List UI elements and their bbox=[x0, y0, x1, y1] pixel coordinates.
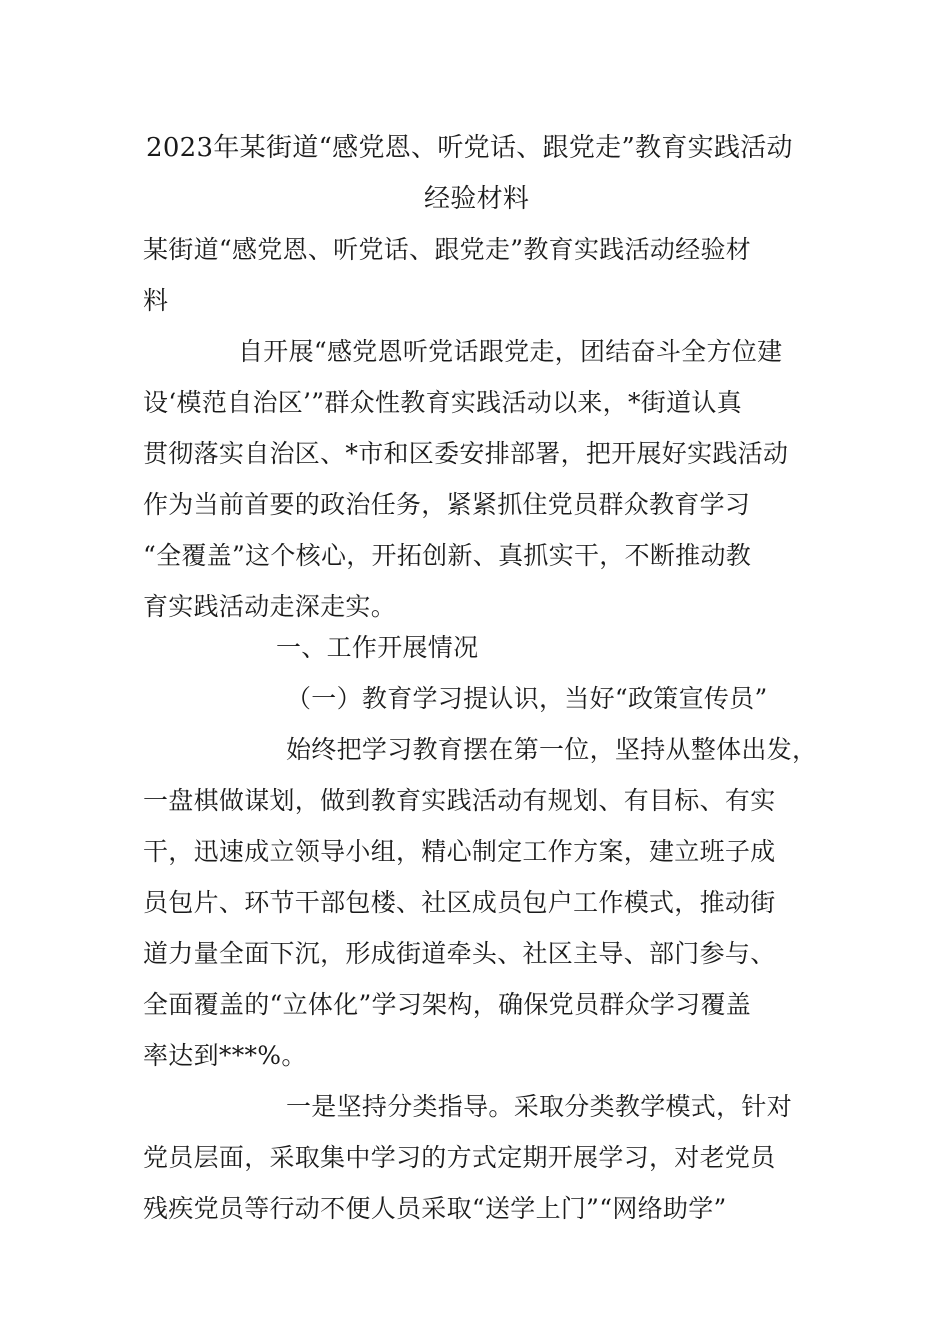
intro-line-2: 设‘模范自治区’”群众性教育实践活动以来，*街道认真 bbox=[143, 388, 742, 417]
paragraph-2-line-1: 一是坚持分类指导。采取分类教学模式，针对 bbox=[286, 1092, 793, 1121]
intro-line-6: 育实践活动走深走实。 bbox=[143, 592, 397, 621]
section-1-heading: 一、工作开展情况 bbox=[276, 633, 479, 662]
paragraph-1-line-3: 干，迅速成立领导小组，精心制定工作方案，建立班子成 bbox=[143, 837, 776, 866]
paragraph-2-line-3: 残疾党员等行动不便人员采取“送学上门”“网络助学” bbox=[143, 1194, 727, 1223]
paragraph-1-line-2: 一盘棋做谋划，做到教育实践活动有规划、有目标、有实 bbox=[143, 786, 776, 815]
paragraph-1-line-5: 道力量全面下沉，形成街道牵头、社区主导、部门参与、 bbox=[143, 939, 776, 968]
intro-line-5: “全覆盖”这个核心，开拓创新、真抓实干，不断推动教 bbox=[143, 541, 752, 570]
subsection-1-heading: （一）教育学习提认识，当好“政策宣传员” bbox=[286, 684, 768, 713]
paragraph-1-line-6: 全面覆盖的“立体化”学习架构，确保党员群众学习覆盖 bbox=[143, 990, 752, 1019]
paragraph-1-line-4: 员包片、环节干部包楼、社区成员包户工作模式，推动街 bbox=[143, 888, 776, 917]
document-subtitle-line-2: 料 bbox=[143, 286, 169, 315]
paragraph-1-line-7: 率达到***%。 bbox=[143, 1041, 307, 1070]
paragraph-1-line-1: 始终把学习教育摆在第一位，坚持从整体出发， bbox=[286, 735, 818, 764]
intro-line-4: 作为当前首要的政治任务，紧紧抓住党员群众教育学习 bbox=[143, 490, 751, 519]
document-title-line-1: 2023年某街道“感党恩、听党话、跟党走”教育实践活动 bbox=[146, 133, 793, 163]
paragraph-2-line-2: 党员层面，采取集中学习的方式定期开展学习，对老党员 bbox=[143, 1143, 776, 1172]
document-title-line-2: 经验材料 bbox=[424, 184, 530, 214]
intro-line-3: 贯彻落实自治区、*市和区委安排部署，把开展好实践活动 bbox=[143, 439, 789, 468]
document-subtitle-line-1: 某街道“感党恩、听党话、跟党走”教育实践活动经验材 bbox=[143, 235, 752, 264]
intro-line-1: 自开展“感党恩听党话跟党走，团结奋斗全方位建 bbox=[238, 337, 783, 366]
